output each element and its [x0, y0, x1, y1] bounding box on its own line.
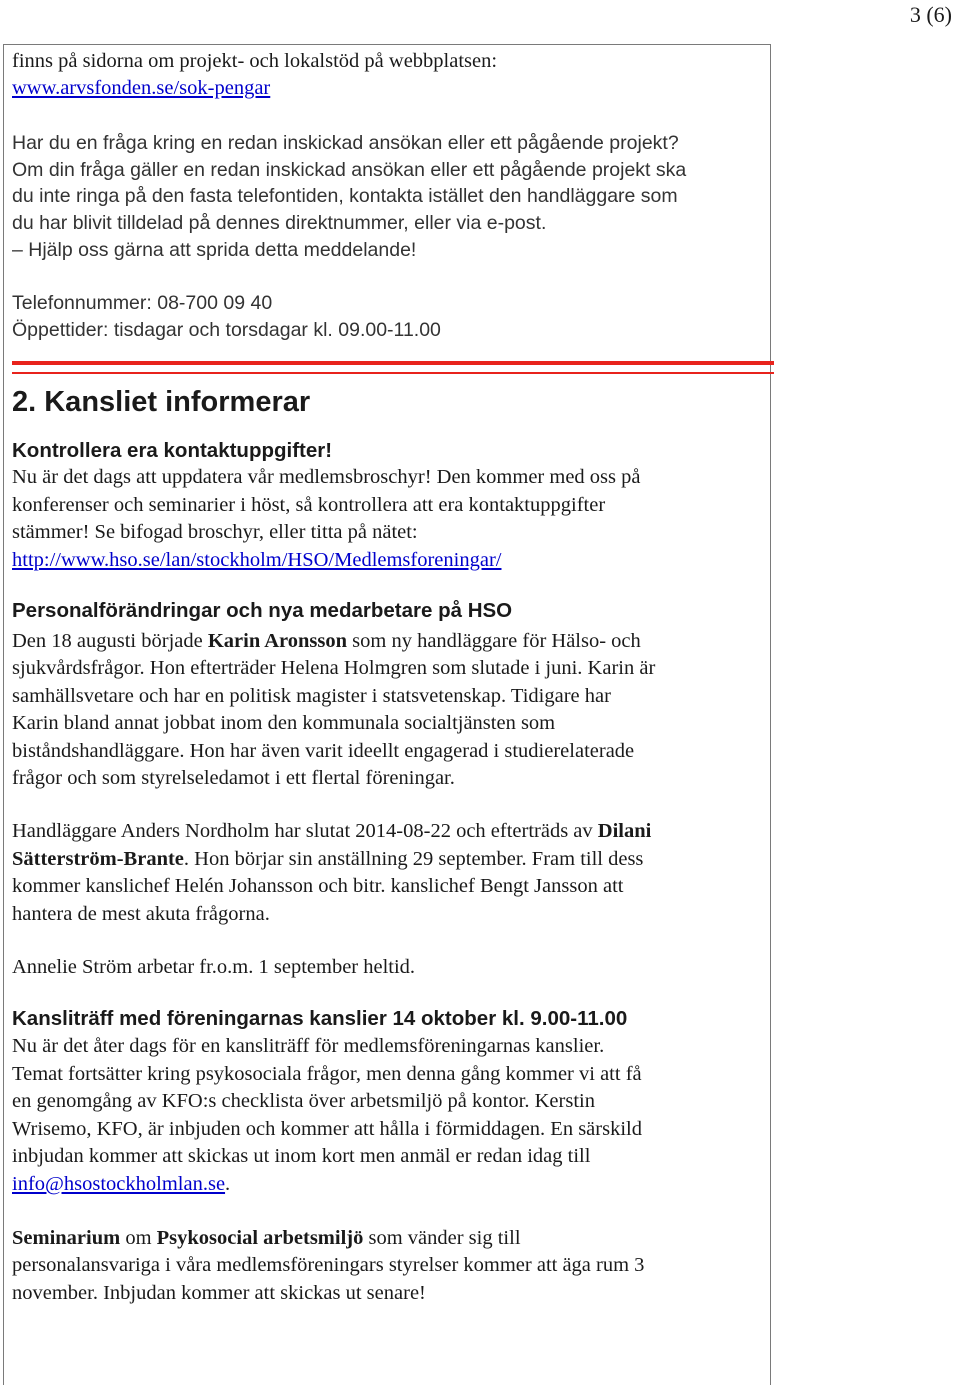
contacts-block [12, 464, 762, 574]
staff-block [12, 628, 762, 981]
phone-number: Telefonnummer: 08-700 09 40 [12, 291, 273, 314]
meeting-line: Temat fortsätter kring psykosociala frågor, men denna gång kommer vi att få [12, 1062, 642, 1085]
staff-line: sjukvårdsfrågor. Hon efterträder Helena Holmgren som slutade i juni. Karin är [12, 657, 656, 680]
staff-line: biståndshandläggare. Hon har även varit ideellt engagerad i studierelaterade [12, 739, 635, 762]
staff-name: Dilani [597, 820, 652, 843]
question-block [12, 130, 762, 344]
share-request: – Hjälp oss gärna att sprida detta meddelande! [12, 239, 417, 261]
question-line: Om din fråga gäller en redan inskickad ansökan eller ett pågående projekt ska [12, 158, 687, 181]
meeting-line: Wrisemo, KFO, är inbjuden och kommer att hålla i förmiddagen. En särskild [12, 1117, 642, 1140]
staff-line: kommer kanslichef Helén Johansson och bitr. kanslichef Bengt Jansson att [12, 875, 624, 898]
staff-heading: Personalförändringar och nya medarbetare på HSO [12, 599, 513, 623]
contacts-line: stämmer! Se bifogad broschyr, eller titta på nätet: [12, 521, 418, 544]
seminar-line: november. Inbjudan kommer att skickas ut senare! [12, 1281, 426, 1304]
meeting-line: en genomgång av KFO:s checklista över arbetsmiljö på kontor. Kerstin [12, 1090, 595, 1113]
intro-block [12, 48, 762, 103]
frame-left-border [3, 44, 4, 1385]
staff-line: Sätterström-Brante. Hon börjar sin anställning 29 september. Fram till dess [12, 847, 644, 870]
staff-name: Karin Aronsson [207, 630, 348, 653]
frame-top-border [3, 44, 771, 45]
page-content [12, 48, 762, 1307]
meeting-line: info@hsostockholmlan.se. [12, 1172, 231, 1195]
question-line: Har du en fråga kring en redan inskickad ansökan eller ett pågående projekt? [12, 131, 679, 154]
staff-line: Den 18 augusti började Karin Aronsson som ny handläggare för Hälso- och [12, 630, 641, 653]
meeting-line: Nu är det åter dags för en kansliträff för medlemsföreningarnas kanslier. [12, 1035, 605, 1058]
frame-right-border [770, 44, 771, 1385]
question-line: du inte ringa på den fasta telefontiden, kontakta istället den handläggare som [12, 185, 678, 208]
contacts-heading: Kontrollera era kontaktuppgifter! [12, 439, 333, 463]
opening-hours: Öppettider: tisdagar och torsdagar kl. 09.00-11.00 [12, 318, 441, 341]
staff-line: hantera de mest akuta frågorna. [12, 902, 270, 925]
section-title: 2. Kansliet informerar [12, 386, 311, 419]
arvsfonden-link[interactable]: www.arvsfonden.se/sok-pengar [12, 77, 271, 100]
staff-line: Handläggare Anders Nordholm har slutat 2014-08-22 och efterträds av Dilani [12, 820, 652, 843]
meeting-block [12, 1033, 762, 1197]
member-organisations-link[interactable]: http://www.hso.se/lan/stockholm/HSO/Medlemsforeningar/ [12, 548, 502, 571]
email-link[interactable]: info@hsostockholmlan.se [12, 1172, 226, 1195]
meeting-line: inbjudan kommer att skickas ut inom kort men anmäl er redan idag till [12, 1145, 591, 1168]
seminar-line: personalansvariga i våra medlemsföreningars styrelser kommer att äga rum 3 [12, 1254, 645, 1277]
contacts-line: Nu är det dags att uppdatera vår medlemsbroschyr! Den kommer med oss på [12, 466, 641, 489]
staff-line: frågor och som styrelseledamot i ett flertal föreningar. [12, 767, 455, 790]
staff-line: Annelie Ström arbetar fr.o.m. 1 september heltid. [12, 956, 416, 979]
question-line: du har blivit tilldelad på dennes direktnummer, eller via e-post. [12, 212, 547, 235]
seminar-line: Seminarium om Psykosocial arbetsmiljö som vänder sig till [12, 1226, 521, 1249]
seminar-block [12, 1225, 762, 1307]
section-divider [12, 361, 774, 374]
staff-name: Sätterström-Brante [12, 847, 184, 870]
page-number: 3 (6) [909, 2, 952, 27]
intro-text: finns på sidorna om projekt- och lokalstöd på webbplatsen: [12, 50, 498, 72]
meeting-heading: Kansliträff med föreningarnas kanslier 14 oktober kl. 9.00-11.00 [12, 1007, 628, 1031]
staff-line: samhällsvetare och har en politisk magister i statsvetenskap. Tidigare har [12, 684, 611, 707]
contacts-line: konferenser och seminarier i höst, så kontrollera att era kontaktuppgifter [12, 493, 606, 516]
staff-line: Karin bland annat jobbat inom den kommunala socialtjänsten som [12, 712, 556, 735]
